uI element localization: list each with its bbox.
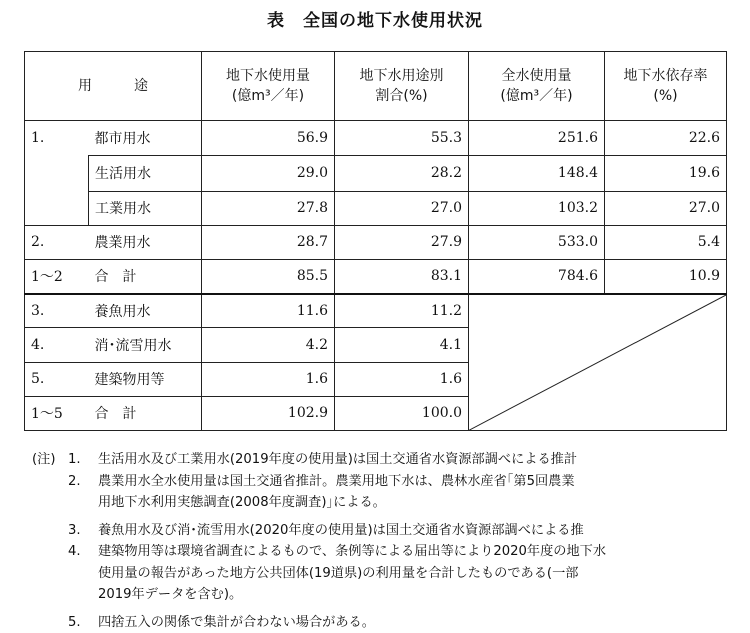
cell-gw-share: 83.1	[335, 260, 469, 294]
row-label: 合 計	[89, 260, 202, 294]
cell-dependency: 19.6	[605, 155, 727, 191]
row-index: 2.	[25, 225, 89, 259]
note-number: 5.	[68, 612, 98, 633]
note-number: 3.	[68, 520, 98, 542]
row-label: 都市用水	[89, 121, 202, 155]
table-row	[25, 191, 727, 225]
row-index: 4.	[25, 328, 89, 362]
row-index	[25, 191, 89, 225]
row-index: 1～2	[25, 260, 89, 294]
row-label: 生活用水	[89, 155, 202, 191]
cell-gw-volume: 28.7	[202, 225, 335, 259]
header-total-volume: 全水使用量 (億m³／年)	[469, 52, 605, 121]
note-text: 四捨五入の関係で集計が合わない場合がある。	[98, 612, 732, 633]
row-index: 1.	[25, 121, 89, 155]
note-text: 建築物用等は環境省調査によるもので、条例等による届出等により2020年度の地下水 使用量の報告があった地方公共団体(19道県)の利用量を合計したものである(一部 2019年データを含む)。	[98, 541, 732, 606]
note-item	[32, 541, 732, 606]
table-row	[25, 121, 727, 155]
note-text: 農業用水全水使用量は国土交通省推計。農業用地下水は、農林水産省｢第5回農業 用地下水利用実態調査(2008年度調査)｣による。	[98, 471, 732, 514]
groundwater-usage-table	[24, 51, 727, 431]
note-text: 養魚用水及び消･流雪用水(2020年度の使用量)は国土交通省水資源部調べによる推	[98, 520, 732, 542]
row-label: 合 計	[89, 396, 202, 430]
table-row	[25, 155, 727, 191]
cell-gw-share: 27.9	[335, 225, 469, 259]
row-label: 建築物用等	[89, 362, 202, 396]
cell-gw-share: 27.0	[335, 191, 469, 225]
note-item	[32, 449, 732, 471]
cell-total-volume: 251.6	[469, 121, 605, 155]
cell-total-volume: 784.6	[469, 260, 605, 294]
cell-gw-volume: 56.9	[202, 121, 335, 155]
cell-gw-volume: 102.9	[202, 396, 335, 430]
header-dependency: 地下水依存率 (%)	[605, 52, 727, 121]
cell-total-volume: 148.4	[469, 155, 605, 191]
cell-gw-volume: 85.5	[202, 260, 335, 294]
note-item	[32, 520, 732, 542]
cell-dependency: 27.0	[605, 191, 727, 225]
cell-gw-volume: 4.2	[202, 328, 335, 362]
cell-gw-share: 100.0	[335, 396, 469, 430]
table-row	[25, 260, 727, 294]
row-label: 工業用水	[89, 191, 202, 225]
row-index: 5.	[25, 362, 89, 396]
row-index: 3.	[25, 294, 89, 328]
notes-section	[32, 449, 732, 633]
cell-gw-volume: 29.0	[202, 155, 335, 191]
row-label: 消･流雪用水	[89, 328, 202, 362]
cell-dependency: 22.6	[605, 121, 727, 155]
cell-gw-share: 1.6	[335, 362, 469, 396]
note-text: 生活用水及び工業用水(2019年度の使用量)は国土交通省水資源部調べによる推計	[98, 449, 732, 471]
row-label: 養魚用水	[89, 294, 202, 328]
cell-gw-volume: 27.8	[202, 191, 335, 225]
cell-gw-share: 55.3	[335, 121, 469, 155]
table-title: 表 全国の地下水使用状況	[0, 6, 750, 31]
diagonal-line	[469, 295, 726, 430]
note-item	[32, 471, 732, 514]
note-number: 1.	[68, 449, 98, 471]
notes-prefix: (注)	[32, 449, 68, 471]
cell-total-volume: 103.2	[469, 191, 605, 225]
table-row	[25, 294, 727, 328]
row-index	[25, 155, 89, 191]
table-row	[25, 225, 727, 259]
cell-total-volume: 533.0	[469, 225, 605, 259]
row-label: 農業用水	[89, 225, 202, 259]
cell-gw-share: 4.1	[335, 328, 469, 362]
header-row	[25, 52, 727, 121]
cell-gw-share: 11.2	[335, 294, 469, 328]
cell-gw-volume: 11.6	[202, 294, 335, 328]
note-number: 2.	[68, 471, 98, 514]
note-number: 4.	[68, 541, 98, 606]
header-gw-share: 地下水用途別 割合(%)	[335, 52, 469, 121]
cell-gw-volume: 1.6	[202, 362, 335, 396]
cell-dependency: 5.4	[605, 225, 727, 259]
row-index: 1～5	[25, 396, 89, 430]
header-use: 用 途	[25, 52, 202, 121]
note-item	[32, 612, 732, 633]
cell-dependency: 10.9	[605, 260, 727, 294]
cell-gw-share: 28.2	[335, 155, 469, 191]
header-gw-volume: 地下水使用量 (億m³／年)	[202, 52, 335, 121]
empty-diagonal-cell	[469, 294, 727, 431]
